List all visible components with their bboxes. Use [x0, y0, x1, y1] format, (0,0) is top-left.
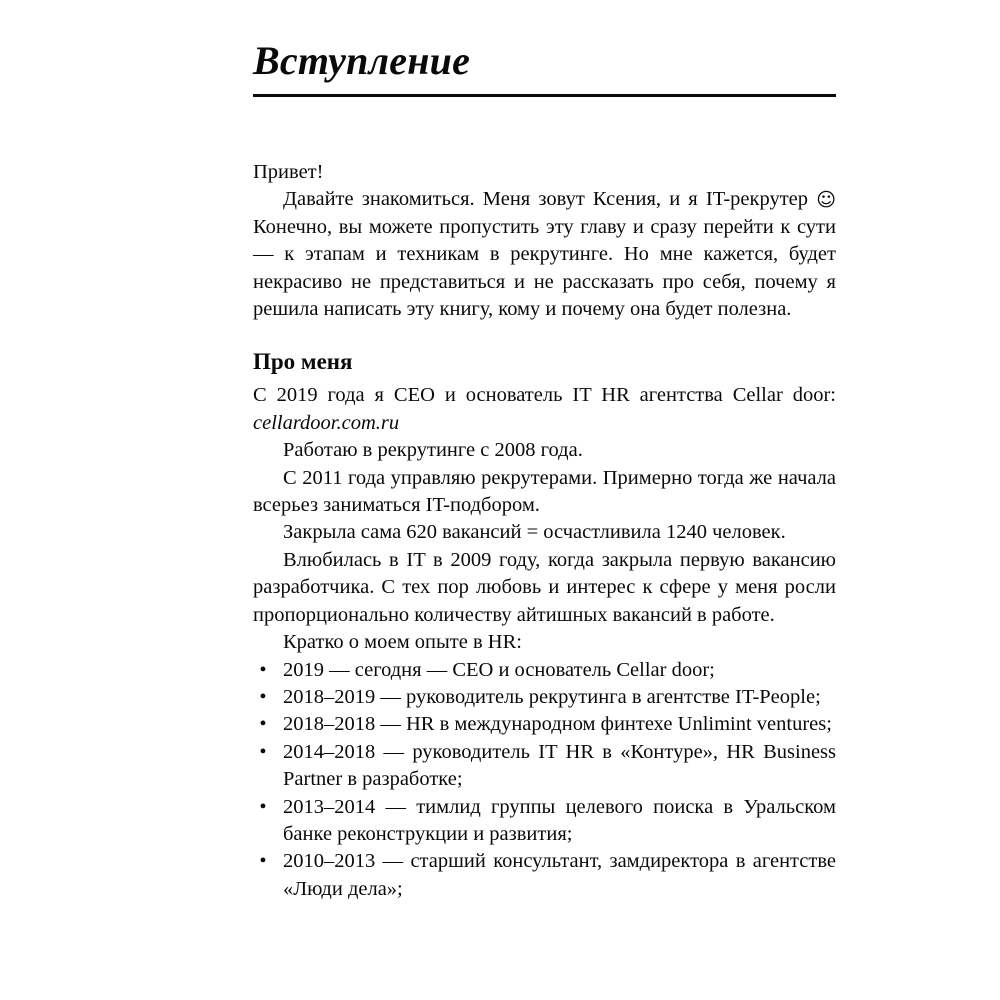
bullet-icon: •	[259, 795, 267, 818]
intro-section	[253, 159, 836, 323]
list-item	[253, 739, 836, 794]
about-ceo-text: С 2019 года я CEO и основатель IT HR агентства Cellar door:	[253, 384, 836, 407]
cellar-door-website-url[interactable]: cellardoor.com.ru	[253, 411, 400, 434]
chapter-title: Вступление	[253, 38, 471, 83]
list-item-label: 2019 — сегодня — CEO и основатель Cellar door;	[283, 658, 715, 681]
section-heading-about-me: Про меня	[253, 349, 353, 375]
page-content	[253, 38, 836, 903]
about-me-section	[253, 348, 836, 656]
greeting-paragraph: Привет!	[253, 161, 324, 183]
bullet-icon: •	[259, 685, 267, 708]
about-recruiting-since-paragraph: Работаю в рекрутинге с 2008 года.	[283, 439, 583, 462]
experience-list-section	[253, 657, 836, 904]
list-item-label: 2018–2019 — руководитель рекрутинга в агентстве IT-People;	[283, 685, 821, 708]
about-love-it-paragraph: Влюбилась в IT в 2009 году, когда закрыла первую вакансию разработчика. С тех пор любовь и интерес к сфере у меня росли пропорционально количеству айтишных вакансий в работе.	[253, 548, 836, 626]
bullet-icon: •	[259, 850, 267, 873]
smiley-face-icon: ☺	[816, 189, 836, 212]
about-vacancies-paragraph: Закрыла сама 620 вакансий = осчастливила 1240 человек.	[283, 521, 786, 544]
list-item-label: 2010–2013 — старший консультант, замдиректора в агентстве «Люди дела»;	[283, 850, 836, 900]
list-item	[253, 657, 836, 684]
about-hr-summary-paragraph: Кратко о моем опыте в HR:	[283, 631, 522, 654]
experience-list	[253, 657, 836, 904]
about-managing-since-paragraph: С 2011 года управляю рекрутерами. Примерно тогда же начала всерьез заниматься IT-подбором.	[253, 466, 836, 517]
section-heading-wrapper	[253, 348, 836, 376]
list-item	[253, 711, 836, 738]
bullet-icon: •	[259, 713, 267, 736]
list-item	[253, 848, 836, 903]
title-divider-rule	[253, 94, 836, 97]
list-item-label: 2018–2018 — HR в международном финтехе Unlimint ventures;	[283, 713, 832, 736]
bullet-icon: •	[259, 740, 267, 763]
bullet-icon: •	[259, 658, 267, 681]
list-item-label: 2014–2018 — руководитель IT HR в «Контуре», HR Business Partner в разработке;	[283, 740, 836, 791]
list-item	[253, 684, 836, 711]
about-ceo-paragraph	[253, 382, 836, 437]
list-item-label: 2013–2014 — тимлид группы целевого поиска в Уральском банке реконструкции и развития;	[283, 795, 836, 845]
list-item	[253, 794, 836, 849]
intro-text-before-smiley: Давайте знакомиться. Меня зовут Ксения, и я IT-рекрутер	[283, 188, 817, 211]
intro-paragraph	[253, 186, 836, 323]
intro-text-after-smiley: Конечно, вы можете пропустить эту главу и сразу перейти к сути — к этапам и техникам в рекрутинге. Но мне кажется, будет некрасиво не представиться и не рассказать про себя, почему я решила написать эту книгу, кому и почему она будет полезна.	[253, 215, 836, 321]
